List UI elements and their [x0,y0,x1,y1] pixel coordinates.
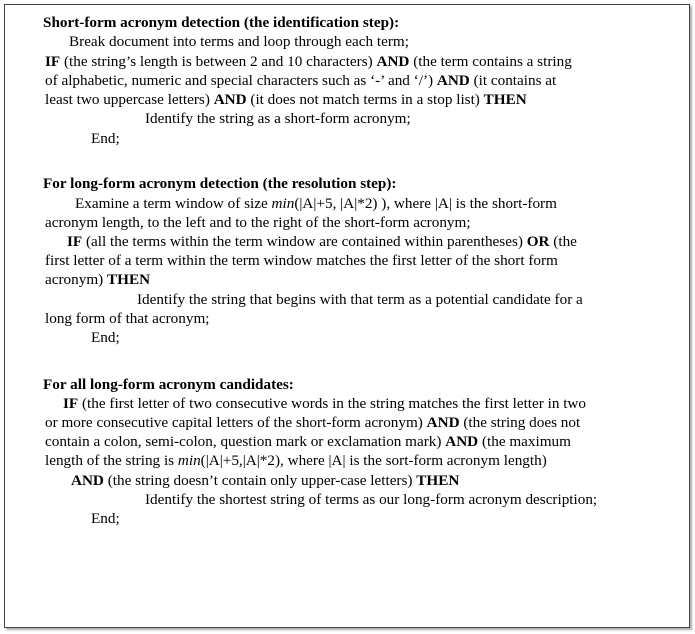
section1-line3b: (it contains at [469,72,557,89]
or-keyword: OR [526,233,550,250]
and-keyword: AND [71,472,104,489]
section2-heading: For long-form acronym detection (the resolution step): [43,175,397,192]
section3-end: End; [91,510,120,527]
section2-line1a: Examine a term window of size [75,195,272,212]
min-function: min [271,195,295,212]
if-keyword: IF [67,233,83,250]
section3-line1 [63,395,586,413]
and-keyword: AND [213,91,247,108]
section2-line1 [75,195,557,213]
then-keyword: THEN [416,472,460,489]
section1-action: Identify the string as a short-form acronym; [145,110,411,127]
if-keyword: IF [45,53,61,70]
section2-line3-text: (all the terms within the term window are contained within parentheses) [82,233,527,250]
section1-line1: Break document into terms and loop through each term; [69,33,409,50]
section2-line2: acronym length, to the left and to the right of the short-form acronym; [45,214,471,231]
and-keyword: AND [376,53,410,70]
section2-line5-text: acronym) [45,271,107,288]
section1-line4a: least two uppercase letters) [45,91,214,108]
and-keyword: AND [445,433,479,450]
and-keyword: AND [436,72,470,89]
section3-line4b: (|A|+5,|A|*2), where |A| is the sort-form acronym length) [200,452,547,469]
section1-heading: Short-form acronym detection (the identification step): [43,14,400,31]
section3-line3b: (the maximum [478,433,571,450]
then-keyword: THEN [483,91,527,108]
algorithm-box [4,4,690,628]
section3-line1-text: (the first letter of two consecutive words in the string matches the first letter in two [78,395,586,412]
section1-line3a: of alphabetic, numeric and special characters such as ‘-’ and ‘/’) [45,72,437,89]
section3-line2a: or more consecutive capital letters of the short-form acronym) [45,414,427,431]
section1-line4 [45,91,527,109]
section2-end: End; [91,329,120,346]
section3-line5a: (the string doesn’t contain only upper-case letters) [103,472,417,489]
section2-line5 [45,271,150,289]
section2-action2: long form of that acronym; [45,310,210,327]
section1-cond2: (the term contains a string [409,53,572,70]
section3-line5 [71,472,459,490]
section3-line3a: contain a colon, semi-colon, question mark or exclamation mark) [45,433,446,450]
section3-action: Identify the shortest string of terms as our long-form acronym description; [145,491,598,508]
section2-line3 [67,233,577,251]
if-keyword: IF [63,395,79,412]
section3-line2b: (the string does not [459,414,581,431]
section3-line3 [45,433,571,451]
section1-line3 [45,72,556,90]
section3-line2 [45,414,580,432]
section3-line4 [45,452,547,470]
section1-line2 [45,53,572,71]
section2-line3b: (the [549,233,577,250]
section3-line4a: length of the string is [45,452,178,469]
then-keyword: THEN [107,271,151,288]
section1-end: End; [91,130,120,147]
section3-heading: For all long-form acronym candidates: [43,376,294,393]
section1-cond1: (the string’s length is between 2 and 10 characters) [60,53,377,70]
min-function: min [177,452,201,469]
section2-line4: first letter of a term within the term window matches the first letter of the short form [45,252,558,269]
section2-line1b: (|A|+5, |A|*2) ), where |A| is the short-form [294,195,557,212]
section2-action1: Identify the string that begins with that term as a potential candidate for a [137,291,583,308]
and-keyword: AND [426,414,460,431]
section1-line4b: (it does not match terms in a stop list) [246,91,484,108]
